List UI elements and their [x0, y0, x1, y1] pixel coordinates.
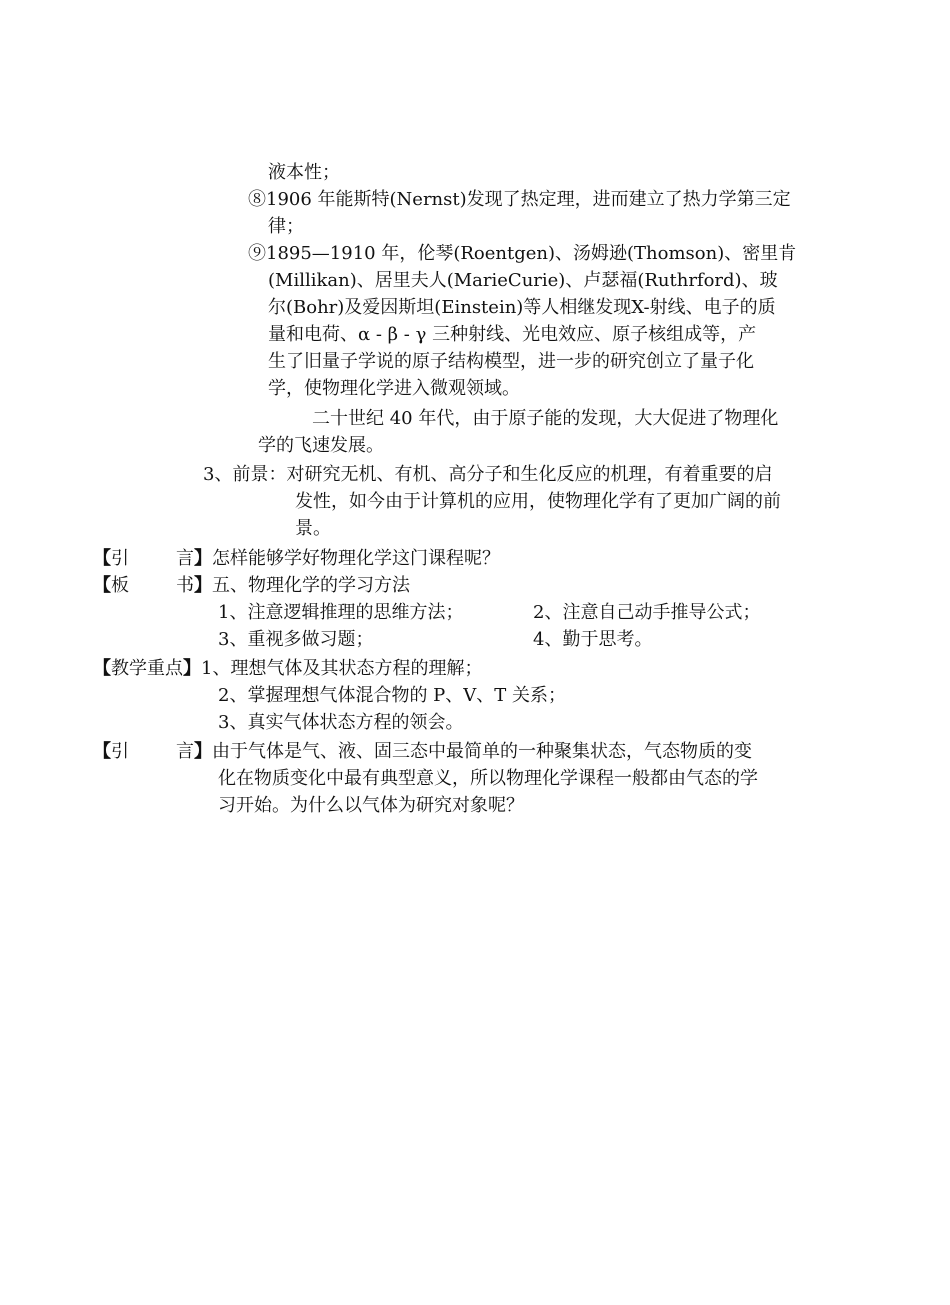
prospect-line-1: 3、前景：对研究无机、有机、高分子和生化反应的机理，有着重要的启: [203, 464, 773, 485]
board-row: [93, 572, 410, 599]
history-item-8-line-2: 律；: [268, 216, 304, 237]
intro-2-line-2: 化在物质变化中最有典型意义，所以物理化学课程一般都由气态的学: [218, 768, 758, 789]
intro-2-tag-char-1: 引: [111, 741, 129, 762]
intro-2-line-3: 习开始。为什么以气体为研究对象呢？: [218, 795, 524, 816]
intro-1-tag-open: 【: [93, 548, 111, 569]
keypoints-tag: [93, 655, 201, 682]
history-item-9-line-3: 尔(Bohr)及爱因斯坦(Einstein)等人相继发现X-射线、电子的质: [268, 297, 776, 318]
history-item-9-line-2: (Millikan)、居里夫人(MarieCurie)、卢瑟福(Ruthrford)、玻: [268, 270, 778, 291]
history-paragraph-line-1: 二十世纪 40 年代，由于原子能的发现，大大促进了物理化: [312, 408, 779, 429]
board-title: 五、物理化学的学习方法: [212, 575, 410, 596]
prospect-line-2: 发性，如今由于计算机的应用，使物理化学有了更加广阔的前: [295, 491, 781, 512]
intro-2-line-1: 由于气体是气、液、固三态中最简单的一种聚集状态，气态物质的变: [212, 741, 752, 762]
intro-1-tag-char-1: 引: [111, 548, 129, 569]
method-3: 3、重视多做习题；: [218, 629, 374, 650]
board-tag-char-1: 板: [111, 575, 129, 596]
history-item-7-tail: 液本性；: [268, 162, 340, 183]
intro-2-tag-close: 】: [194, 741, 212, 762]
history-item-9-line-6: 学，使物理化学进入微观领域。: [268, 378, 520, 399]
intro-1-row: [93, 545, 500, 572]
keypoints-tag-text: 教学重点: [111, 658, 183, 679]
board-tag-char-2: 书: [176, 575, 194, 596]
prospect-line-3: 景。: [295, 518, 331, 539]
method-1: 1、注意逻辑推理的思维方法；: [218, 602, 464, 623]
intro-2-tag-open: 【: [93, 741, 111, 762]
history-item-9-line-4: 量和电荷、α - β - γ 三种射线、光电效应、原子核组成等，产: [268, 324, 757, 345]
keypoints-tag-close: 】: [183, 658, 201, 679]
method-2: 2、注意自己动手推导公式；: [533, 602, 761, 623]
intro-2-tag: [93, 738, 212, 765]
keypoint-2: 2、掌握理想气体混合物的 P、V、T 关系；: [218, 685, 567, 706]
keypoints-row: [93, 655, 482, 682]
history-item-9-line-1: ⑨1895—1910 年，伦琴(Roentgen)、汤姆逊(Thomson)、密里肯: [248, 243, 797, 264]
keypoint-3: 3、真实气体状态方程的领会。: [218, 712, 464, 733]
board-tag: [93, 572, 212, 599]
intro-2-row: [93, 738, 752, 765]
history-paragraph-line-2: 学的飞速发展。: [258, 435, 384, 456]
board-tag-close: 】: [194, 575, 212, 596]
keypoint-1: 1、理想气体及其状态方程的理解；: [201, 658, 483, 679]
intro-1-tag-char-2: 言: [176, 548, 194, 569]
intro-2-tag-char-2: 言: [176, 741, 194, 762]
intro-1-text: 怎样能够学好物理化学这门课程呢？: [212, 548, 500, 569]
board-tag-open: 【: [93, 575, 111, 596]
intro-1-tag: [93, 545, 212, 572]
intro-1-tag-close: 】: [194, 548, 212, 569]
history-item-8-line-1: ⑧1906 年能斯特(Nernst)发现了热定理，进而建立了热力学第三定: [248, 189, 791, 210]
keypoints-tag-open: 【: [93, 658, 111, 679]
method-4: 4、勤于思考。: [533, 629, 653, 650]
history-item-9-line-5: 生了旧量子学说的原子结构模型，进一步的研究创立了量子化: [268, 351, 754, 372]
